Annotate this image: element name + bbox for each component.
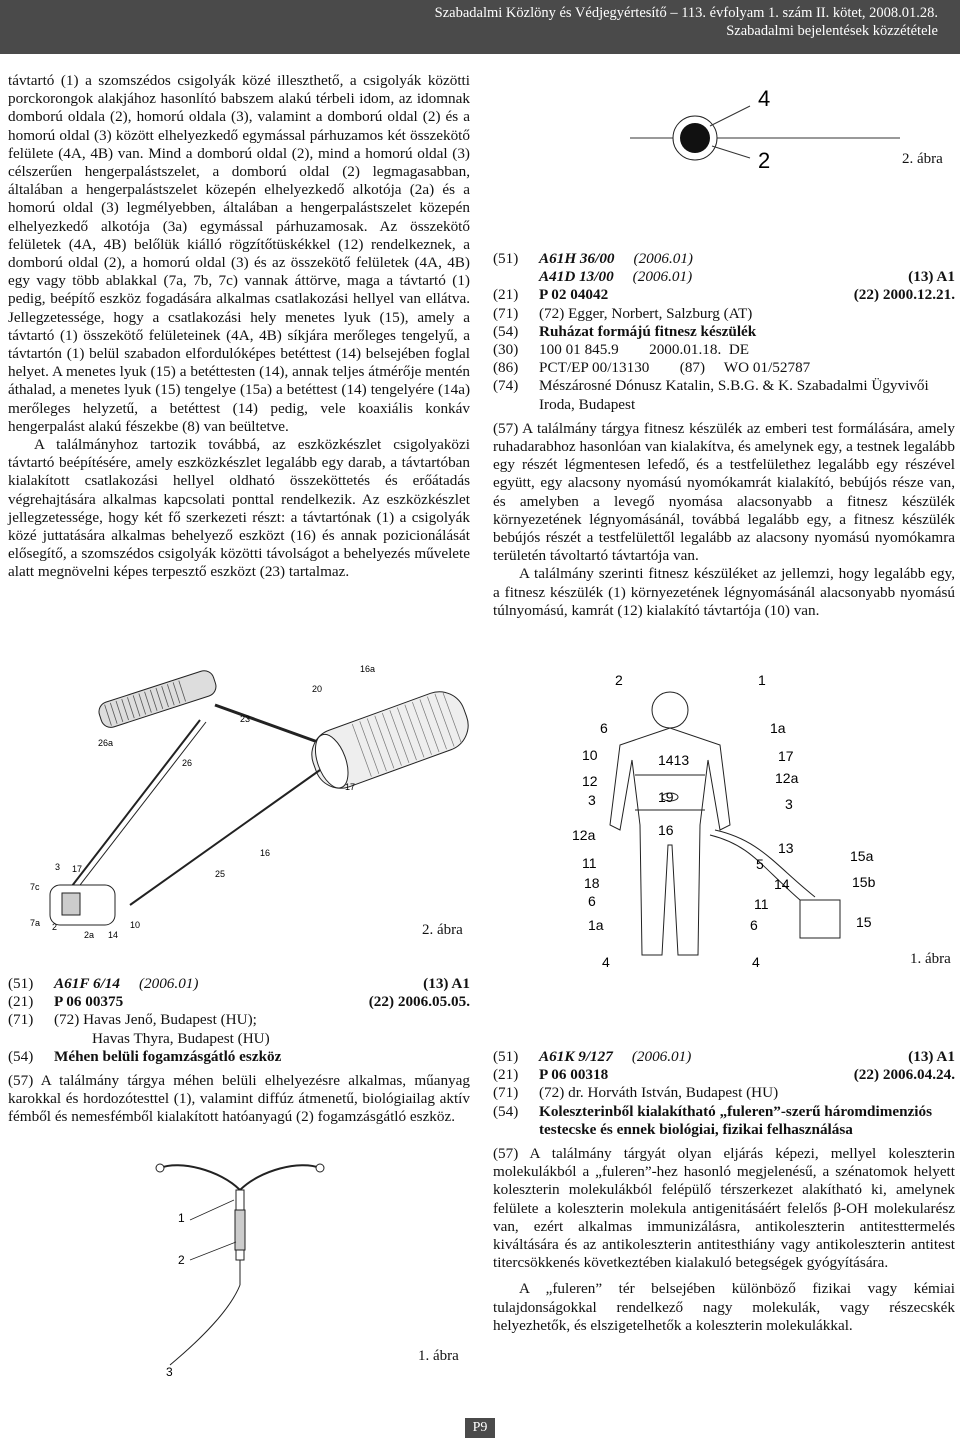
figure-label: 13: [778, 840, 794, 856]
figure-label: 26: [182, 758, 193, 768]
pct-data: PCT/EP 00/13130 (87) WO 01/52787: [539, 359, 811, 377]
filing-date: (22) 2006.04.24.: [853, 1066, 955, 1084]
figure-iud: [140, 1150, 470, 1380]
kind-code: (13) A1: [908, 268, 955, 286]
abstract: (57) A találmány tárgya fitnesz készülék az emberi test formálására, amely ruhadarabhoz hasonlóan van kialakítva, és amelynek egy, a testnek legalább egy részét légmentesen lefedő, és a testfelülethez legalább egy részével együtt, egy alacsony nyomású nyomókamrát kialakító, bebújós része van, és amelyben a levegő nyomása alacsonyabb a fitnesz készülék környezetének légnyomásánál, továbbá legalább egy, a fitnesz készülék bebújós részét a testfelülettől legalább az alacsony nyomású nyomókamra területén távoltartó távtartója van.: [493, 419, 955, 565]
ipc-class: A61K 9/127: [539, 1048, 613, 1065]
bibliographic-data: [493, 250, 955, 414]
figure-label: 2: [52, 922, 58, 932]
figure-label: 23: [240, 714, 251, 724]
patent-entry-a61f: [8, 975, 470, 1127]
figure-label: 2: [615, 672, 623, 688]
fitness-suit-drawing: [560, 665, 960, 975]
inid-code: (54): [493, 1102, 519, 1120]
iud-drawing: [140, 1150, 470, 1380]
spacer-cross-section-drawing: [620, 78, 960, 198]
patent-title: Koleszterinből kialakítható „fuleren”-szerű háromdimenziós testecske és ennek biológiai, fizikai felhasználása: [539, 1102, 933, 1138]
figure-label: 19: [658, 789, 674, 805]
inid-code: (21): [493, 286, 519, 304]
inid-code: (71): [8, 1011, 34, 1029]
section-title: Szabadalmi bejelentések közzététele: [726, 23, 938, 39]
inid-code: (51): [8, 975, 34, 992]
inid-code: (21): [493, 1066, 519, 1084]
application-number: P 06 00375: [54, 993, 124, 1011]
figure-label: 1a: [588, 917, 604, 933]
ipc-class: A61H 36/00: [539, 250, 615, 267]
figure-label: 3: [588, 792, 596, 808]
figure-label: 16: [658, 822, 674, 838]
application-number: P 02 04042: [539, 286, 609, 304]
figure-label: 17: [72, 864, 83, 874]
ipc-date: (2006.01): [631, 1048, 692, 1065]
applicant: Havas Thyra, Budapest (HU): [92, 1029, 270, 1047]
abstract: (57) A találmány tárgyát olyan eljárás képezi, mellyel koleszterin molekulákból a „fuleren”-hez hasonló megjelenésű, a szénatomok helyett koleszterin molekulákból felépülő térszerkezet alakítható ki, amelynek felülete a koleszterin molekula antigenitásáért felelős β-OH molekularész van, ezért alkalmas immunizálásra, antikoleszterin antitesttermelés kiváltására és az antikoleszterin antitesthiány vagy antikoleszterin antitest titercsökkenés következtében kialakuló betegségek gyógyítására.: [493, 1145, 955, 1272]
inid-code: (21): [8, 993, 34, 1011]
figure-label: 16: [260, 848, 271, 858]
figure-caption: 2. ábra: [422, 922, 463, 938]
kind-code: (13) A1: [423, 975, 470, 992]
ipc-date: (2006.01): [632, 268, 693, 286]
inid-code: (51): [493, 250, 519, 267]
patent-title: Méhen belüli fogamzásgátló eszköz: [54, 1047, 282, 1065]
figure-caption: 1. ábra: [910, 951, 951, 967]
figure-label: 12a: [775, 770, 799, 786]
figure-label: 15: [856, 914, 872, 930]
applicant: (72) Havas Jenő, Budapest (HU);: [54, 1011, 257, 1029]
bibliographic-data: [8, 975, 470, 1066]
figure-label: 3: [785, 796, 793, 812]
figure-label: 1413: [658, 752, 690, 768]
patent-entry-a61h: [493, 250, 955, 620]
figure-label: 20: [312, 684, 323, 694]
filing-date: (22) 2000.12.21.: [853, 286, 955, 304]
ipc-date: (2006.01): [633, 250, 693, 267]
figure-label: 2: [178, 1253, 185, 1267]
figure-label: 26a: [98, 738, 114, 748]
applicant: (72) dr. Horváth István, Budapest (HU): [539, 1084, 779, 1102]
inid-code: (71): [493, 1084, 519, 1102]
figure-label: 2: [758, 148, 771, 173]
figure-label: 4: [752, 954, 760, 970]
ipc-date: (2006.01): [138, 975, 199, 992]
figure-label: 1: [758, 672, 766, 688]
figure-label: 4: [758, 86, 771, 111]
abstract: (57) A találmány tárgya méhen belüli elhelyezésre alkalmas, műanyag karokkal és hordozótesttel (1), valamint diffúz átmenetű, biológiailag aktív fémből és nemesfémből kialakított hatóanyagú (2) fogamzásgátló eszköz.: [8, 1072, 470, 1126]
inid-code: (74): [493, 377, 519, 395]
figure-caption: 1. ábra: [418, 1348, 459, 1364]
inid-code: (86): [493, 359, 519, 377]
figure-label: 7c: [30, 882, 40, 892]
inid-code: (54): [493, 322, 519, 340]
ipc-class: A41D 13/00: [539, 268, 614, 286]
inid-code: (54): [8, 1047, 34, 1065]
figure-label: 3: [166, 1365, 173, 1379]
figure-label: 6: [600, 720, 608, 736]
figure-fitness-suit: [560, 665, 960, 975]
insertion-tool-drawing: [10, 660, 480, 950]
figure-label: 16a: [360, 664, 376, 674]
paragraph: A találmányhoz tartozik továbbá, az eszközkészlet csigolyaközi távtartó beépítésére, amely eszközkészlet legalább egy darab, a távtartóban kialakított csatlakozási hellyel oldható összeköttetés és erőátadás végrehajtására alkalmas kapcsolati ponttal rendelkezik. Az eszközkészlet jellegzetessége, hogy két fő szerkezeti részt: a távtartónak (1) a csigolyák közé juttatására alkalmas behelyező eszközt (16) és annak pozicionálását elősegítő, a szomszédos csigolyák közötti távolságot a behelyezés művelete alatt megnövelni képes terpesztő eszközt (23) tartalmaz.: [8, 436, 470, 581]
paragraph: távtartó (1) a szomszédos csigolyák közé illeszthető, a csigolyák közötti porckorongok alakjához hasonlító babszem alakú térbeli idom, az idomnak domború oldala (2), homorú oldala (3), valamint a domború oldal (2) és a homorú oldal (3) között elhelyezkedő egymással párhuzamos két összekötő felülete (4A, 4B) van. Mind a domború oldal (2), mind a homorú oldal (3) célszerűen hengerpalástszelet, a domború oldal (2) legmagasabban, általában a hengerpalástszelet közepén elhelyezkedő alkotója (2a) és a homorú oldal (3) legmélyebben, általában a hengerpalástszelet közepén elhelyezkedő alkotója (3a) egymással párhuzamosak. Az összekötő felületek (4A, 4B) belőlük kiálló rögzítőtüskékkel (12) rendelkeznek, a domború oldal (2), a homorú oldal (3) és az összekötő felületek (4A, 4B) egy vagy több ablakkal (7a, 7b, 7c) vannak áttörve, maga a távtartó (1) pedig, beépítő eszköz fogadására alkalmas csatlakozási hellyel van ellátva. Jellegzetessége, hogy a csatlakozási hely menetes lyuk (15), amely a távtartó (1) összekötő felületeinek (4A, 4B) síkjára merőleges tengelyű, a távtartón (1) belül szabadon elfordulóképes betéttest (14) belsejében foglal helyet. A menetes lyuk (15) a betéttesten (14), annak teljes átmérője mentén áthalad, a menetes lyuk (15) tengelye (15a) a betéttest (14) tengelyére (14a) merőleges helyzetű, a betéttest (14) pedig, vele koaxiális konkáv hengerpalást alakú fészekbe (8) van beültetve.: [8, 72, 470, 435]
journal-title: Szabadalmi Közlöny és Védjegyértesítő – 113. évfolyam 1. szám II. kötet, 2008.01.28.: [434, 5, 938, 21]
abstract: A találmány szerinti fitnesz készüléket az jellemzi, hogy legalább egy, a fitnesz készülék (1) környezetének légnyomásánál alacsonyabb nyomású túlnyomású, kamrát (12) kialakító távtartója (10) van.: [493, 565, 955, 619]
ipc-class: A61F 6/14: [54, 975, 120, 992]
page-header: [0, 0, 960, 54]
inid-code: (30): [493, 341, 519, 359]
applicant: (72) Egger, Norbert, Salzburg (AT): [539, 304, 753, 322]
figure-label: 7a: [30, 918, 41, 928]
inid-code: (71): [493, 304, 519, 322]
representative: Mészárosné Dónusz Katalin, S.B.G. & K. Szabadalmi Ügyvivői Iroda, Budapest: [539, 377, 929, 413]
kind-code: (13) A1: [908, 1048, 955, 1065]
page-number: P9: [465, 1418, 495, 1438]
patent-title: Ruházat formájú fitnesz készülék: [539, 322, 757, 340]
figure-label: 12a: [572, 827, 596, 843]
figure-label: 14: [774, 876, 790, 892]
figure-label: 5: [756, 856, 764, 872]
left-column-text: [8, 72, 470, 582]
figure-label: 15a: [850, 848, 874, 864]
filing-date: (22) 2006.05.05.: [368, 993, 470, 1011]
figure-label: 11: [754, 896, 769, 912]
figure-label: 4: [602, 954, 610, 970]
figure-label: 25: [215, 869, 226, 879]
inid-code: (51): [493, 1048, 519, 1065]
figure-label: 17: [345, 782, 356, 792]
figure-label: 2a: [84, 930, 95, 940]
figure-label: 15b: [852, 874, 876, 890]
figure-label: 3: [55, 862, 61, 872]
figure-label: 11: [582, 855, 597, 871]
figure-label: 17: [778, 748, 794, 764]
figure-spacer-cross-section: [620, 78, 960, 198]
figure-label: 1a: [770, 720, 786, 736]
application-number: P 06 00318: [539, 1066, 609, 1084]
figure-label: 6: [588, 893, 596, 909]
patent-entry-a61k: [493, 1048, 955, 1335]
figure-label: 10: [582, 747, 598, 763]
bibliographic-data: [493, 1048, 955, 1139]
figure-label: 12: [582, 773, 598, 789]
figure-caption: 2. ábra: [902, 151, 943, 167]
figure-label: 1: [178, 1211, 185, 1225]
figure-insertion-tool: [10, 660, 480, 950]
priority-data: 100 01 845.9 2000.01.18. DE: [539, 341, 750, 359]
figure-label: 18: [584, 875, 600, 891]
abstract: A „fuleren” tér belsejében különböző fizikai vagy kémiai tulajdonságokkal rendelkező nagy molekulák, vagy részecskék helyezhetők, és elszigetelhetők a koleszterin molekulákkal.: [493, 1280, 955, 1334]
figure-label: 6: [750, 917, 758, 933]
figure-label: 14: [108, 930, 119, 940]
figure-label: 10: [130, 920, 141, 930]
